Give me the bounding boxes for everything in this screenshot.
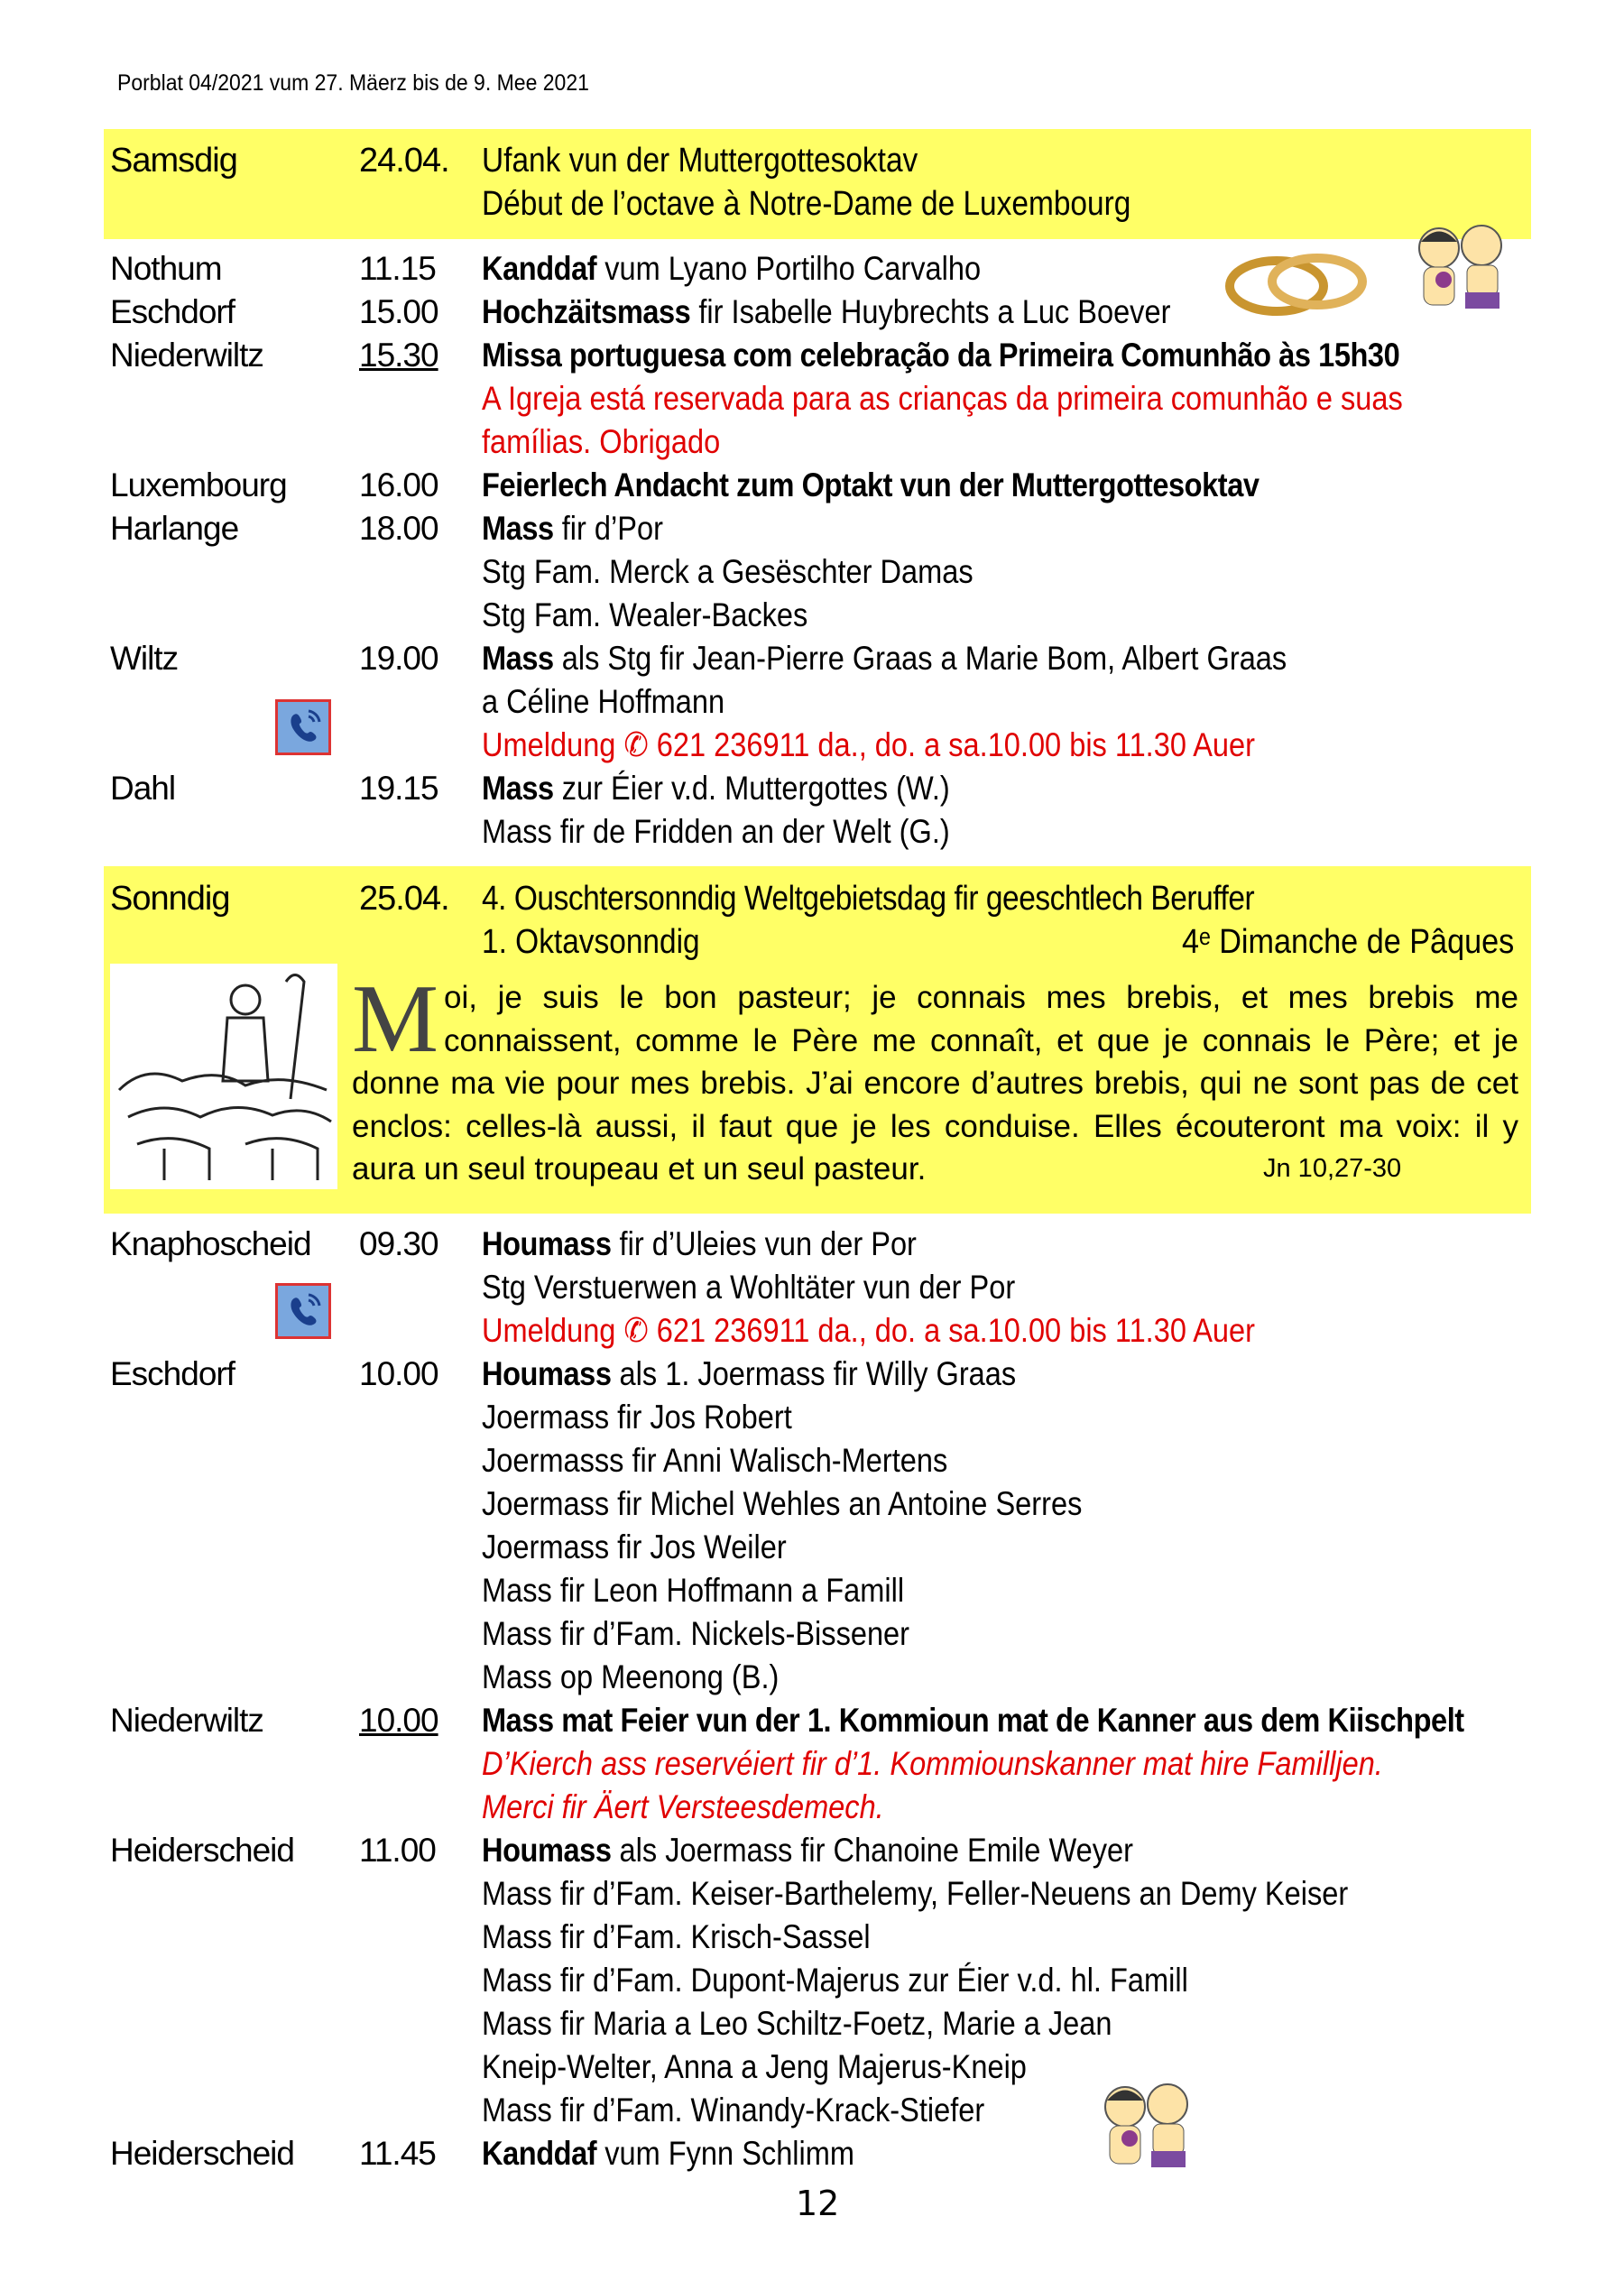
intention-line: Stg Fam. Wealer-Backes bbox=[482, 596, 808, 633]
service-type: Mass bbox=[482, 640, 554, 677]
intention-line: Joermasss fir Anni Walisch-Mertens bbox=[482, 1442, 948, 1479]
intention-line: a Céline Hoffmann bbox=[482, 683, 725, 720]
note-line: A Igreja está reservada para as crianças da primeira comunhão e suas bbox=[482, 380, 1403, 417]
intention-line: Mass fir Maria a Leo Schiltz-Foetz, Marie a Jean bbox=[482, 2005, 1112, 2042]
place: Eschdorf bbox=[110, 293, 235, 330]
note-line: famílias. Obrigado bbox=[482, 423, 721, 460]
intention-line: Mass op Meenong (B.) bbox=[482, 1658, 780, 1695]
service-detail: fir Isabelle Huybrechts a Luc Boever bbox=[690, 293, 1171, 330]
place: Wiltz bbox=[110, 640, 179, 677]
intention-line: Mass fir de Fridden an der Welt (G.) bbox=[482, 813, 950, 850]
place: Luxembourg bbox=[110, 466, 287, 503]
time: 19.15 bbox=[359, 770, 438, 807]
place: Heiderscheid bbox=[110, 2135, 294, 2172]
intention-line: Kneip-Welter, Anna a Jeng Majerus-Kneip bbox=[482, 2048, 1027, 2085]
heading-subtitle: Début de l’octave à Notre-Dame de Luxembourg bbox=[482, 185, 1131, 223]
day-label: Samsdig bbox=[110, 142, 237, 180]
intention-line: Mass fir d’Fam. Krisch-Sassel bbox=[482, 1918, 871, 1955]
registration-note: Umeldung ✆ 621 236911 da., do. a sa.10.00 bis 11.30 Auer bbox=[482, 726, 1255, 763]
time: 11.00 bbox=[359, 1832, 436, 1869]
place: Nothum bbox=[110, 250, 222, 287]
time: 16.00 bbox=[359, 466, 438, 503]
heading-subtitle-fr: 4ᵉ Dimanche de Pâques bbox=[1182, 923, 1515, 961]
children-icon bbox=[1407, 217, 1516, 316]
heading-subtitle: 1. Oktavsonndig bbox=[482, 923, 700, 961]
intention-line: Joermass fir Jos Weiler bbox=[482, 1528, 787, 1565]
intention-line: Stg Fam. Merck a Gesëschter Damas bbox=[482, 553, 973, 590]
intention-line: Mass fir d’Fam. Winandy-Krack-Stiefer bbox=[482, 2092, 985, 2129]
time: 09.30 bbox=[359, 1225, 438, 1262]
intention-line: Mass fir d’Fam. Keiser-Barthelemy, Feller-Neuens an Demy Keiser bbox=[482, 1875, 1349, 1912]
children-icon bbox=[1093, 2075, 1202, 2175]
time: 18.00 bbox=[359, 510, 438, 547]
service-type: Mass bbox=[482, 510, 554, 547]
service-type: Hochzäitsmass bbox=[482, 293, 691, 330]
phone-icon bbox=[275, 699, 331, 755]
place: Eschdorf bbox=[110, 1355, 235, 1392]
date-label: 24.04. bbox=[359, 142, 449, 180]
service-type: Feierlech Andacht zum Optakt vun der Muttergottesoktav bbox=[482, 466, 1260, 503]
service-detail: fir d’Por bbox=[553, 510, 663, 547]
intention-line: Mass fir d’Fam. Dupont-Majerus zur Éier v.d. hl. Famill bbox=[482, 1962, 1188, 1999]
service-type: Kanddaf bbox=[482, 250, 597, 287]
place: Dahl bbox=[110, 770, 176, 807]
place: Harlange bbox=[110, 510, 239, 547]
service-detail: als Stg fir Jean-Pierre Graas a Marie Bom, Albert Graas bbox=[553, 640, 1287, 677]
time: 15.00 bbox=[359, 293, 438, 330]
service-detail: als 1. Joermass fir Willy Graas bbox=[611, 1355, 1017, 1392]
place: Knaphoscheid bbox=[110, 1225, 311, 1262]
quote-text: oi, je suis le bon pasteur; je connais mes brebis, et mes brebis me connaissent, comme le Père me connaît, et que je connais le Père; et je donne ma vie pour mes brebis. J’ai encore d’autres brebis, qui ne sont pas de cet enclos: celles-là aussi, il faut que je les conduise. Elles écouteront ma voix: il y aura un seul troupeau et un seul pasteur. bbox=[352, 980, 1518, 1187]
service-type: Mass mat Feier vun der 1. Kommioun mat de Kanner aus dem Kiischpelt bbox=[482, 1702, 1464, 1739]
registration-note: Umeldung ✆ 621 236911 da., do. a sa.10.00 bis 11.30 Auer bbox=[482, 1312, 1255, 1349]
page-header: Porblat 04/2021 vum 27. Mäerz bis de 9. Mee 2021 bbox=[117, 70, 589, 96]
intention-line: Mass fir Leon Hoffmann a Famill bbox=[482, 1572, 905, 1609]
service-detail: als Joermass fir Chanoine Emile Weyer bbox=[611, 1832, 1133, 1869]
time: 19.00 bbox=[359, 640, 438, 677]
service-type: Kanddaf bbox=[482, 2135, 597, 2172]
heading-title: 4. Ouschtersonndig Weltgebietsdag fir geeschtlech Beruffer bbox=[482, 880, 1255, 918]
note-line: Merci fir Äert Versteesdemech. bbox=[482, 1788, 884, 1825]
wedding-rings-icon bbox=[1218, 236, 1371, 327]
intention-line: Joermass fir Michel Wehles an Antoine Serres bbox=[482, 1485, 1083, 1522]
time: 15.30 bbox=[359, 337, 438, 374]
drop-cap: M bbox=[352, 965, 439, 1073]
place: Niederwiltz bbox=[110, 1702, 263, 1739]
phone-icon bbox=[275, 1283, 331, 1339]
service-detail: vum Fynn Schlimm bbox=[596, 2135, 855, 2172]
place: Niederwiltz bbox=[110, 337, 263, 374]
time: 11.15 bbox=[359, 250, 436, 287]
heading-title: Ufank vun der Muttergottesoktav bbox=[482, 142, 918, 180]
service-type: Houmass bbox=[482, 1355, 612, 1392]
time: 10.00 bbox=[359, 1355, 438, 1392]
shepherd-icon bbox=[110, 964, 337, 1189]
service-detail: fir d’Uleies vun der Por bbox=[611, 1225, 917, 1262]
service-type: Missa portuguesa com celebração da Primeira Comunhão às 15h30 bbox=[482, 337, 1400, 374]
intention-line: Joermass fir Jos Robert bbox=[482, 1399, 792, 1436]
intention-line: Stg Verstuerwen a Wohltäter vun der Por bbox=[482, 1269, 1016, 1306]
service-detail: vum Lyano Portilho Carvalho bbox=[596, 250, 982, 287]
place: Heiderscheid bbox=[110, 1832, 294, 1869]
time: 10.00 bbox=[359, 1702, 438, 1739]
date-label: 25.04. bbox=[359, 880, 449, 918]
service-detail: zur Éier v.d. Muttergottes (W.) bbox=[553, 770, 950, 807]
service-type: Houmass bbox=[482, 1832, 612, 1869]
day-label: Sonndig bbox=[110, 880, 230, 918]
intention-line: Mass fir d’Fam. Nickels-Bissener bbox=[482, 1615, 910, 1652]
note-line: D’Kierch ass reservéiert fir d’1. Kommiounskanner mat hire Familljen. bbox=[482, 1745, 1383, 1782]
page-number: 12 bbox=[796, 2184, 840, 2223]
service-type: Mass bbox=[482, 770, 554, 807]
time: 11.45 bbox=[359, 2135, 436, 2172]
service-type: Houmass bbox=[482, 1225, 612, 1262]
quote-reference: Jn 10,27-30 bbox=[1263, 1154, 1402, 1183]
